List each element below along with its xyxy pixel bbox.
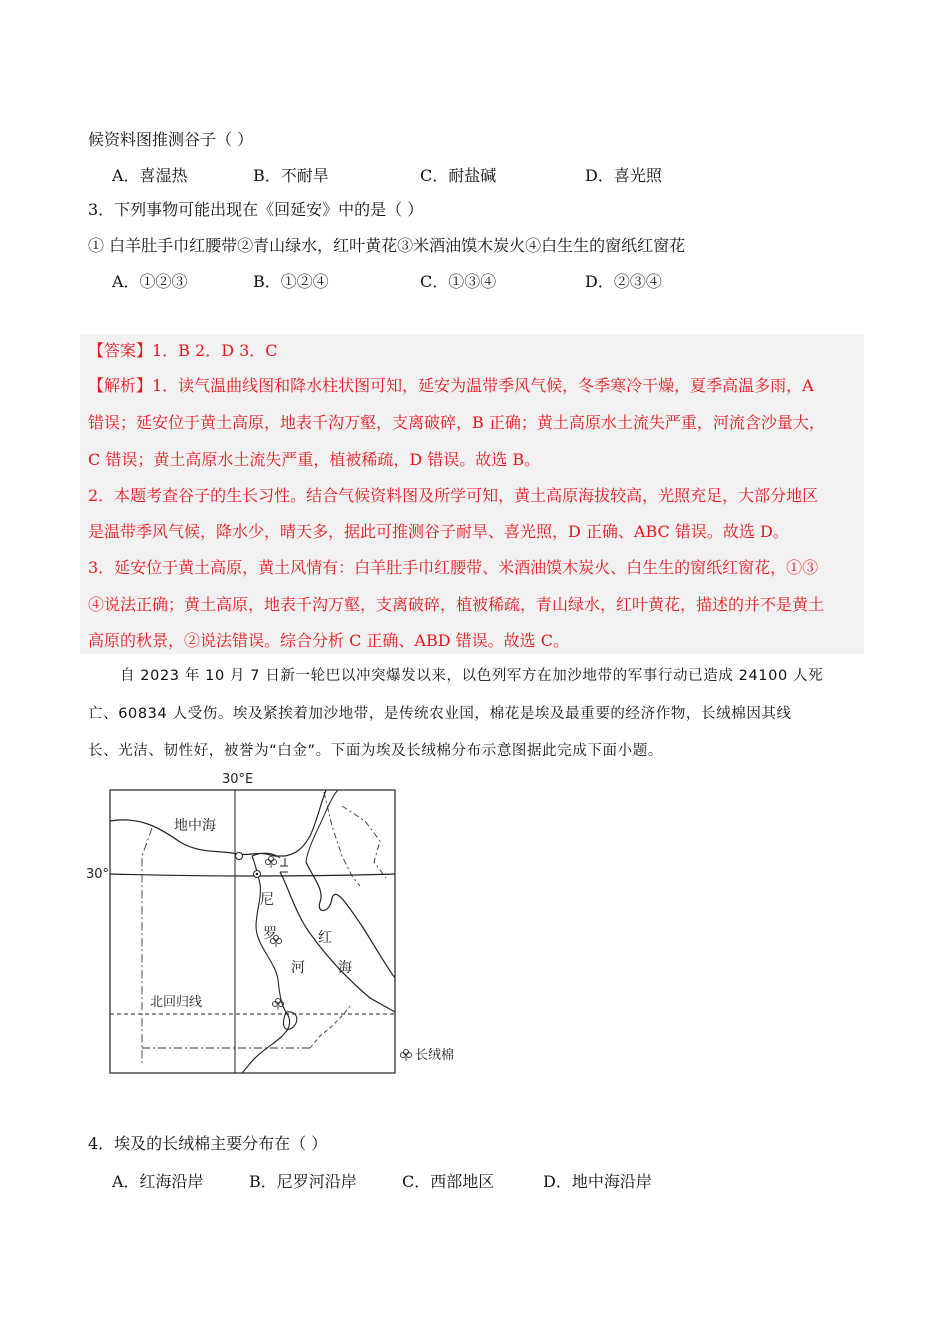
passage-line-1: 自 2023 年 10 月 7 日新一轮巴以冲突爆发以来，以色列军方在加沙地带的军事行动已造成 24100 人死 xyxy=(120,668,824,684)
nile-river xyxy=(242,856,290,1073)
nile-char-3: 河 xyxy=(291,960,305,976)
map-frame xyxy=(110,790,395,1073)
lake-nasser xyxy=(284,1012,297,1030)
analysis-line-4: 2．本题考查谷子的生长习性。结合气候资料图及所学可知，黄土高原海拔较高，光照充足，大部分地区 xyxy=(88,486,819,505)
passage-line-3: 长、光洁、韧性好，被誉为“白金”。下面为埃及长绒棉分布示意图据此完成下面小题。 xyxy=(88,743,663,759)
red-sea-char-1: 红 xyxy=(318,930,332,946)
q3-option-c: C．①③④ xyxy=(420,272,497,291)
q2-option-a: A．喜湿热 xyxy=(112,166,188,185)
q4-option-d: D．地中海沿岸 xyxy=(543,1172,652,1191)
analysis-line-2: 错误；延安位于黄土高原，地表千沟万壑，支离破碎，B 正确；黄土高原水土流失严重，河流含沙量大， xyxy=(88,413,825,432)
lon-label: 30°E xyxy=(222,772,254,787)
q4-stem: 4．埃及的长绒棉主要分布在（ ） xyxy=(88,1134,328,1153)
legend-cotton-icon xyxy=(400,1049,411,1061)
q4-option-b: B．尼罗河沿岸 xyxy=(249,1172,357,1191)
lat-label: 30° xyxy=(86,867,110,882)
q3-stem: 3．下列事物可能出现在《回延安》中的是（ ） xyxy=(88,200,424,219)
nile-char-1: 尼 xyxy=(260,892,274,908)
analysis-line-6: 3．延安位于黄土高原，黄土风情有：白羊肚手巾红腰带、米酒油馍木炭火、白生生的窗纸红窗花，①③ xyxy=(88,558,819,577)
analysis-line-8: 高原的秋景，②说法错误。综合分析 C 正确、ABD 错误。故选 C。 xyxy=(88,631,569,650)
q2-option-d: D．喜光照 xyxy=(585,166,662,185)
q2-option-b: B．不耐旱 xyxy=(253,166,329,185)
q2-option-c: C．耐盐碱 xyxy=(420,166,497,185)
cairo-marker-dot xyxy=(256,873,259,876)
tropic-label: 北回归线 xyxy=(150,995,203,1010)
q4-option-a: A．红海沿岸 xyxy=(112,1172,204,1191)
sudan-border xyxy=(310,1006,350,1048)
q3-option-b: B．①②④ xyxy=(253,272,329,291)
west-border xyxy=(142,828,152,1066)
legend-label: 长绒棉 xyxy=(415,1048,455,1063)
q3-option-d: D．②③④ xyxy=(585,272,662,291)
suez-canal xyxy=(280,858,288,872)
analysis-line-1: 【解析】1．读气温曲线图和降水柱状图可知，延安为温带季风气候，冬季寒冷干燥，夏季高温多雨，A xyxy=(88,376,814,395)
red-sea-west-coast xyxy=(280,872,395,1012)
q3-option-a: A．①②③ xyxy=(112,272,188,291)
passage-line-2: 亡、60834 人受伤。埃及紧挨着加沙地带，是传统农业国，棉花是埃及最重要的经济作物，长绒棉因其线 xyxy=(88,706,792,722)
med-coastline xyxy=(110,790,326,856)
med-sea-label: 地中海 xyxy=(174,818,216,834)
east-border xyxy=(342,806,386,878)
answer-line: 【答案】1．B 2．D 3．C xyxy=(88,341,278,360)
q2-stem: 候资料图推测谷子（ ） xyxy=(88,130,254,149)
egypt-cotton-map xyxy=(80,766,480,1086)
alexandria-marker xyxy=(236,853,243,860)
q3-items: ① 白羊肚手巾红腰带②青山绿水，红叶黄花③米酒油馍木炭火④白生生的窗纸红窗花 xyxy=(88,236,686,255)
analysis-line-5: 是温带季风气候，降水少，晴天多，据此可推测谷子耐旱、喜光照，D 正确、ABC 错误。故选 D。 xyxy=(88,522,789,541)
nile-char-2: 罗 xyxy=(263,926,277,942)
red-sea-char-2: 海 xyxy=(338,960,352,976)
q4-option-c: C．西部地区 xyxy=(402,1172,495,1191)
analysis-line-7: ④说法正确；黄土高原，地表千沟万壑，支离破碎，植被稀疏，青山绿水，红叶黄花，描述的并不是黄土 xyxy=(88,595,825,614)
cotton-icon xyxy=(265,856,276,868)
analysis-line-3: C 错误；黄土高原水土流失严重，植被稀疏，D 错误。故选 B。 xyxy=(88,450,541,469)
